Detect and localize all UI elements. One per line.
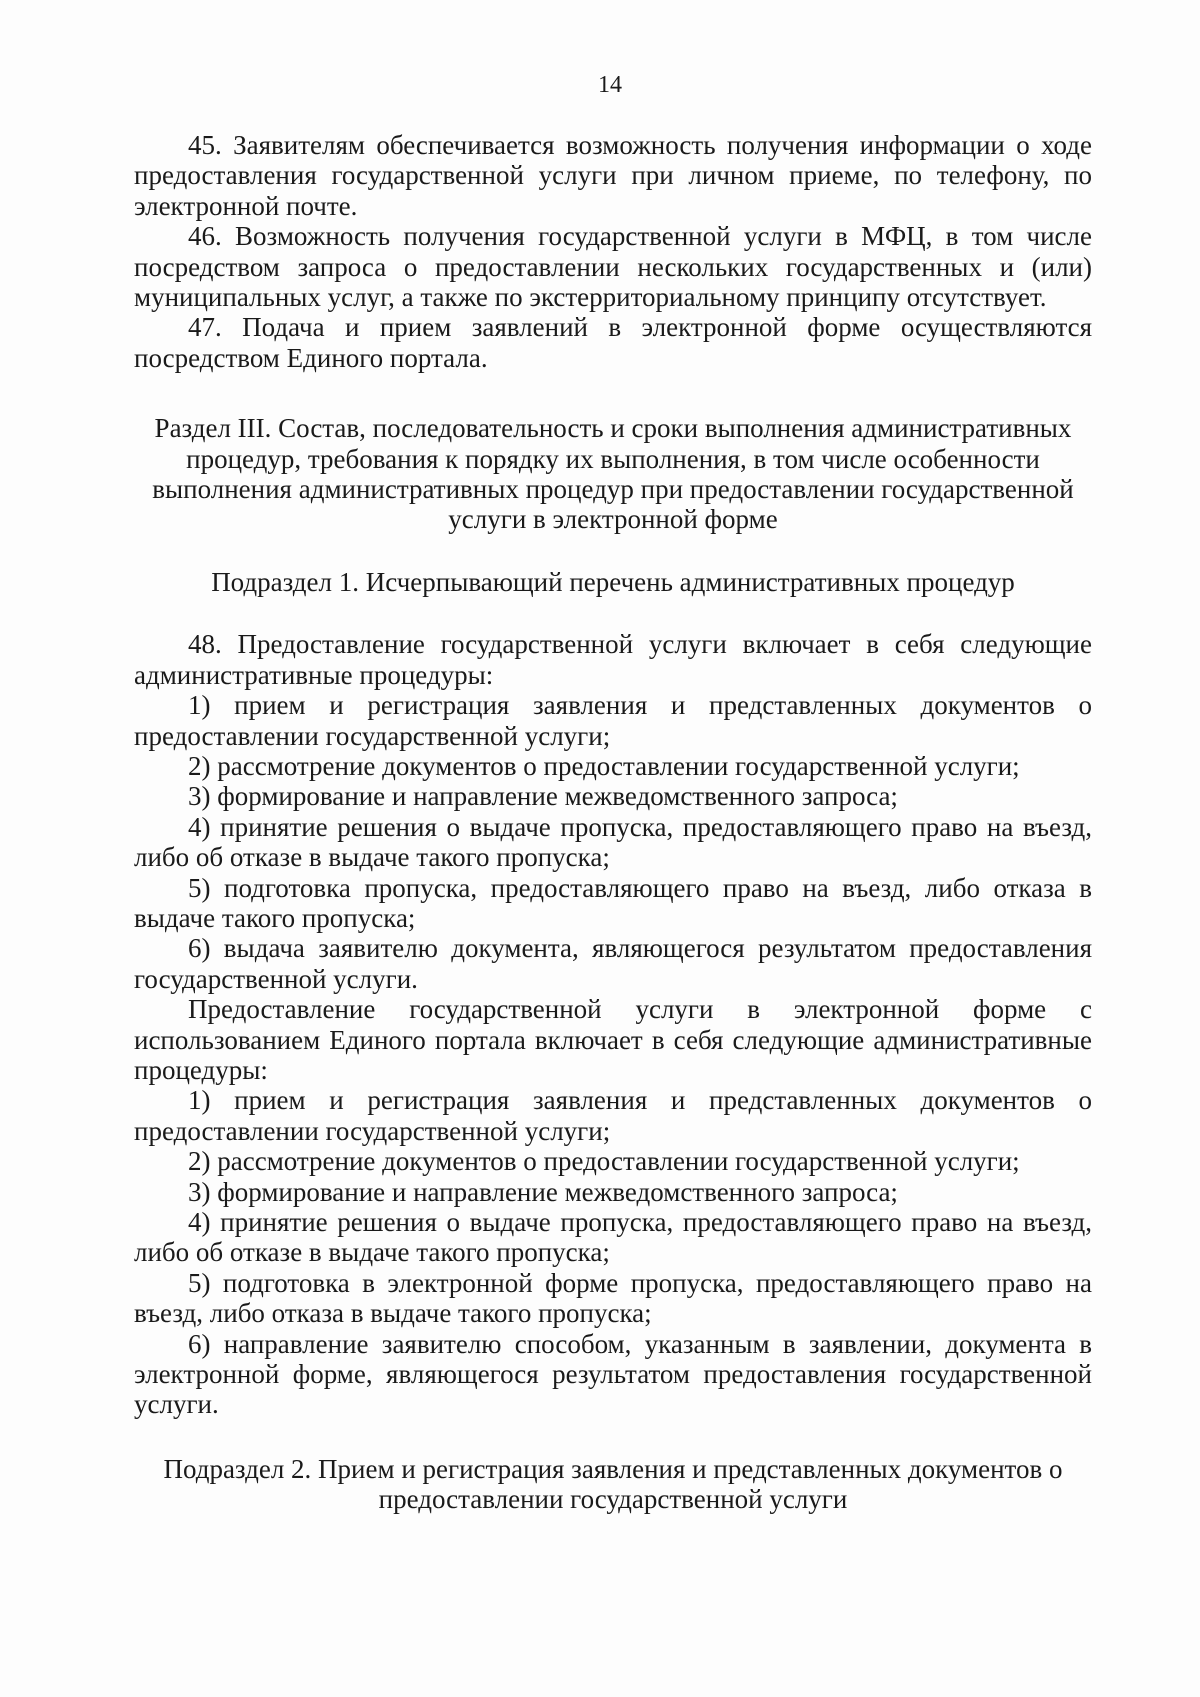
paragraph-46: 46. Возможность получения государственной услуги в МФЦ, в том числе посредством запроса о предоставлении нескольких государственных и (или) муниципальных услуг, а также по экстерриториальному принципу отсутствует. [134, 221, 1092, 313]
list-item: 6) направление заявителю способом, указанным в заявлении, документа в электронной форме, являющегося результатом предоставления государственной услуги. [134, 1328, 1092, 1420]
page-number: 14 [598, 72, 622, 98]
list-item: 4) принятие решения о выдаче пропуска, предоставляющего право на въезд, либо об отказе в выдаче такого пропуска; [134, 1207, 1092, 1268]
document-body [134, 130, 1092, 1515]
electronic-procedures-intro: Предоставление государственной услуги в электронной форме с использованием Единого портала включает в себя следующие административные процедуры: [134, 994, 1092, 1085]
list-item: 3) формирование и направление межведомственного запроса; [188, 781, 898, 812]
list-item: 2) рассмотрение документов о предоставлении государственной услуги; [188, 750, 1020, 781]
list-item: 4) принятие решения о выдаче пропуска, предоставляющего право на въезд, либо об отказе в выдаче такого пропуска; [134, 811, 1092, 873]
paragraph-48-intro: 48. Предоставление государственной услуги включает в себя следующие административные процедуры: [134, 629, 1092, 690]
list-item: 1) прием и регистрация заявления и представленных документов о предоставлении государственной услуги; [134, 690, 1092, 751]
paragraph-45: 45. Заявителям обеспечивается возможность получения информации о ходе предоставления государственной услуги при личном приеме, по телефону, по электронной почте. [134, 130, 1092, 221]
list-item: 5) подготовка в электронной форме пропуска, предоставляющего право на въезд, либо отказа в выдаче такого пропуска; [134, 1267, 1092, 1329]
section-3-heading: Раздел III. Состав, последовательность и сроки выполнения административных процедур, требования к порядку их выполнения, в том числе особенности выполнения административных процедур при предоставлении государственной услуги в электронной форме [152, 413, 1074, 535]
list-item: 2) рассмотрение документов о предоставлении государственной услуги; [188, 1146, 1020, 1177]
list-item: 3) формирование и направление межведомственного запроса; [188, 1176, 898, 1207]
subsection-1-heading: Подраздел 1. Исчерпывающий перечень административных процедур [211, 566, 1015, 597]
list-item: 1) прием и регистрация заявления и представленных документов о предоставлении государственной услуги; [134, 1085, 1092, 1146]
list-item: 5) подготовка пропуска, предоставляющего право на въезд, либо отказа в выдаче такого пропуска; [134, 872, 1092, 933]
list-item: 6) выдача заявителю документа, являющегося результатом предоставления государственной услуги. [134, 933, 1092, 994]
paragraph-47: 47. Подача и прием заявлений в электронной форме осуществляются посредством Единого портала. [134, 312, 1092, 373]
subsection-2-heading: Подраздел 2. Прием и регистрация заявления и представленных документов о предоставлении государственной услуги [163, 1453, 1063, 1515]
